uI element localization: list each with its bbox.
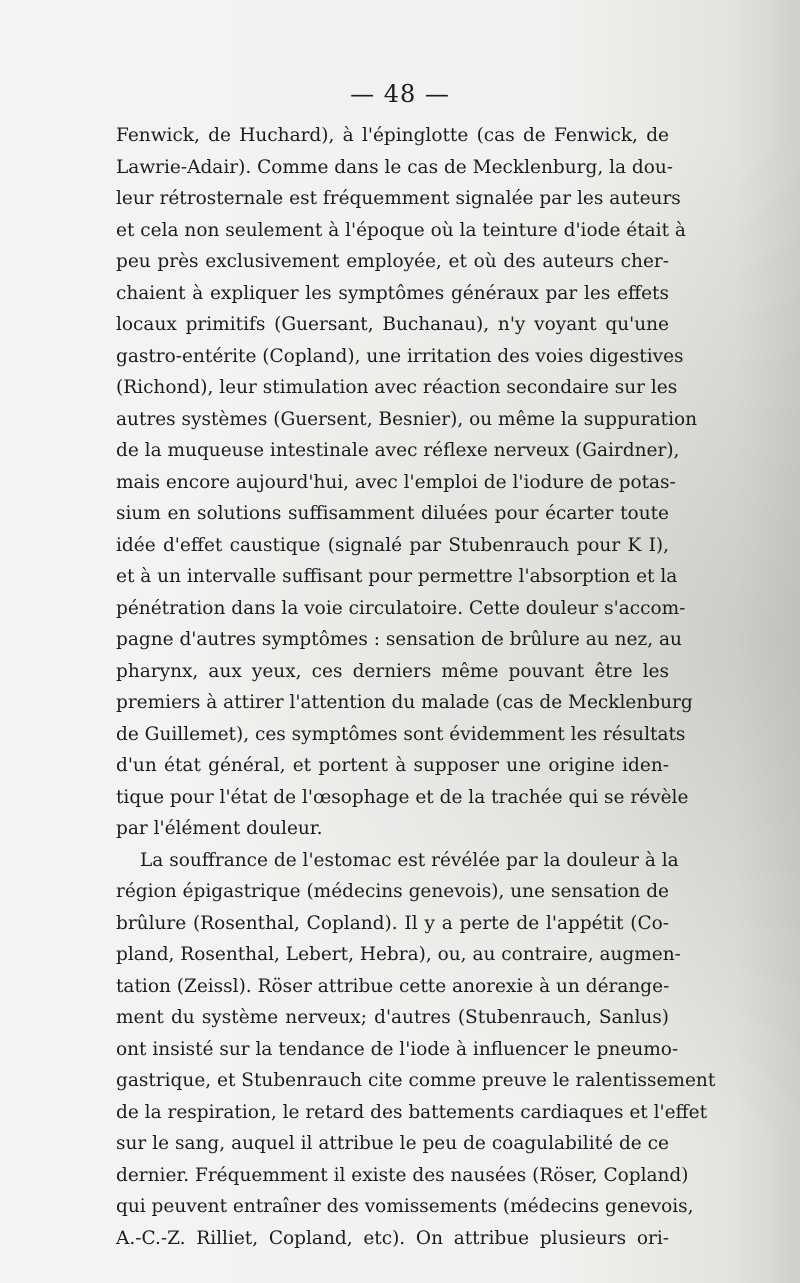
- text-line: leur rétrosternale est fréquemment signalée par les auteurs: [116, 188, 681, 209]
- text-line: mais encore aujourd'hui, avec l'emploi de l'iodure de potas-: [116, 471, 676, 493]
- text-line: premiers à attirer l'attention du malade (cas de Mecklenburg: [116, 692, 693, 713]
- text-line: pharynx, aux yeux, ces derniers même pouvant être les: [116, 660, 669, 682]
- text-line: La souffrance de l'estomac est révélée par la douleur à la: [140, 849, 679, 871]
- text-line: sur le sang, auquel il attribue le peu de coagulabilité de ce: [116, 1133, 669, 1154]
- text-line: qui peuvent entraîner des vomissements (médecins genevois,: [116, 1196, 694, 1217]
- text-line: Lawrie-Adair). Comme dans le cas de Mecklenburg, la dou-: [116, 156, 674, 178]
- text-line: (Richond), leur stimulation avec réaction secondaire sur les: [116, 377, 678, 398]
- text-line: Fenwick, de Huchard), à l'épinglotte (cas de Fenwick, de: [116, 125, 669, 146]
- text-line: pland, Rosenthal, Lebert, Hebra), ou, au contraire, augmen-: [116, 944, 681, 965]
- text-line: pénétration dans la voie circulatoire. Cette douleur s'accom-: [116, 597, 686, 619]
- text-line: gastro-entérite (Copland), une irritation des voies digestives: [116, 345, 684, 367]
- text-line: sium en solutions suffisamment diluées pour écarter toute: [116, 503, 669, 524]
- text-line: par l'élément douleur.: [116, 818, 323, 839]
- text-line: locaux primitifs (Guersant, Buchanau), n'y voyant qu'une: [116, 314, 669, 335]
- text-line: ont insisté sur la tendance de l'iode à influencer le pneumo-: [116, 1038, 679, 1060]
- text-line: ment du système nerveux; d'autres (Stubenrauch, Sanlus): [116, 1007, 669, 1028]
- text-line: idée d'effet caustique (signalé par Stubenrauch pour K I),: [116, 534, 669, 556]
- text-line: peu près exclusivement employée, et où des auteurs cher-: [116, 251, 669, 272]
- text-line: brûlure (Rosenthal, Copland). Il y a perte de l'appétit (Co-: [116, 912, 669, 934]
- text-line: de la muqueuse intestinale avec réflexe nerveux (Gairdner),: [116, 440, 680, 461]
- text-line: région épigastrique (médecins genevois), une sensation de: [116, 881, 669, 902]
- text-line: et à un intervalle suffisant pour permettre l'absorption et la: [116, 566, 678, 587]
- text-line: dernier. Fréquemment il existe des nausées (Röser, Copland): [116, 1164, 689, 1186]
- text-line: de la respiration, le retard des battements cardiaques et l'effet: [116, 1101, 708, 1123]
- text-line: et cela non seulement à l'époque où la teinture d'iode était à: [116, 219, 686, 241]
- text-line: d'un état général, et portent à supposer une origine iden-: [116, 755, 669, 776]
- text-line: tique pour l'état de l'œsophage et de la trachée qui se révèle: [116, 786, 689, 808]
- text-line: gastrique, et Stubenrauch cite comme preuve le ralentissement: [116, 1070, 716, 1091]
- text-line: autres systèmes (Guersent, Besnier), ou même la suppuration: [116, 408, 698, 430]
- text-line: A.-C.-Z. Rilliet, Copland, etc). On attribue plusieurs ori-: [116, 1227, 669, 1249]
- body-text: [116, 120, 716, 1254]
- text-line: pagne d'autres symptômes : sensation de brûlure au nez, au: [116, 629, 682, 650]
- text-line: tation (Zeissl). Röser attribue cette anorexie à un dérange-: [116, 975, 670, 997]
- page-number: — 48 —: [350, 80, 450, 108]
- text-line: de Guillemet), ces symptômes sont évidemment les résultats: [116, 723, 686, 745]
- text-line: chaient à expliquer les symptômes généraux par les effets: [116, 282, 669, 304]
